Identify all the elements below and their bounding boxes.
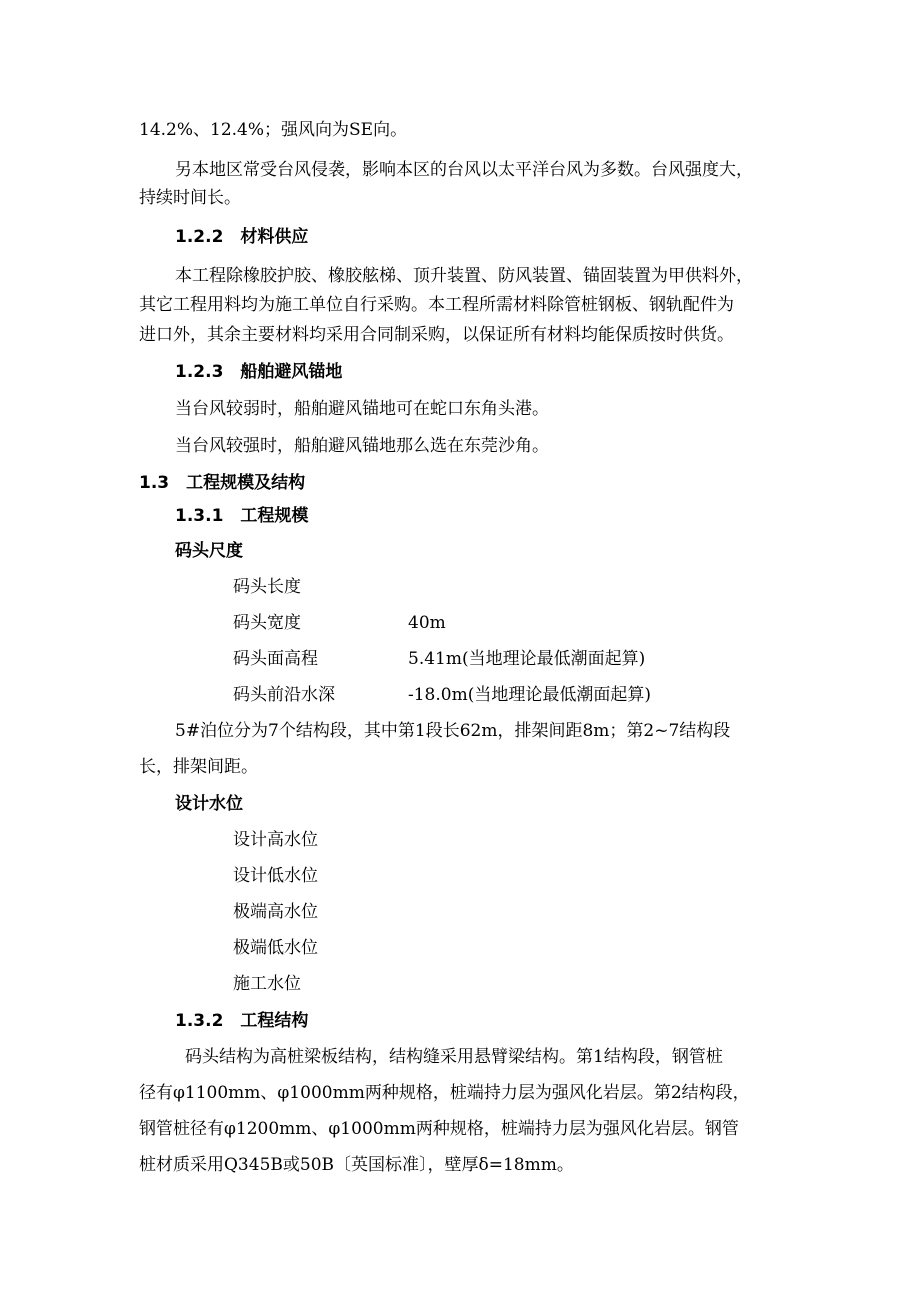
section-heading-1-2-2: 1.2.2 材料供应	[175, 227, 309, 247]
subheading-design-water-level: 设计水位	[175, 794, 243, 814]
section-heading-1-3-1: 1.3.1 工程规模	[175, 506, 309, 526]
paragraph-line: 长，排架间距。	[139, 757, 258, 777]
dock-dim-value: -18.0m(当地理论最低潮面起算)	[408, 685, 651, 705]
dock-dim-value: 40m	[408, 613, 446, 633]
paragraph-line: 14.2%、12.4%；强风向为SE向。	[139, 120, 408, 140]
dock-dim-label: 码头面高程	[233, 649, 318, 669]
paragraph-line: 本工程除橡胶护胶、橡胶舷梯、顶升装置、防风装置、锚固装置为甲供料外，	[175, 266, 753, 286]
paragraph-line: 码头结构为高桩梁板结构，结构缝采用悬臂梁结构。第1结构段，钢管桩	[185, 1047, 723, 1067]
paragraph-line: 钢管桩径有φ1200mm、φ1000mm两种规格，桩端持力层为强风化岩层。钢管	[139, 1119, 739, 1139]
paragraph-line: 当台风较强时，船舶避风锚地那么选在东莞沙角。	[175, 436, 549, 456]
paragraph-line: 径有φ1100mm、φ1000mm两种规格，桩端持力层为强风化岩层。第2结构段，	[139, 1083, 750, 1103]
dock-dim-value: 5.41m(当地理论最低潮面起算)	[408, 649, 646, 669]
water-level-item: 施工水位	[233, 974, 301, 994]
paragraph-line: 进口外，其余主要材料均采用合同制采购，以保证所有材料均能保质按时供货。	[139, 325, 734, 345]
paragraph-line: 桩材质采用Q345B或50B〔英国标准〕，壁厚δ=18mm。	[139, 1155, 574, 1175]
dock-dim-label: 码头长度	[233, 577, 301, 597]
water-level-item: 设计低水位	[233, 866, 318, 886]
paragraph-line: 其它工程用料均为施工单位自行采购。本工程所需材料除管桩钢板、钢轨配件为	[139, 295, 734, 315]
section-heading-1-2-3: 1.2.3 船舶避风锚地	[175, 362, 343, 382]
section-heading-1-3: 1.3 工程规模及结构	[139, 473, 306, 493]
paragraph-line: 持续时间长。	[139, 188, 241, 208]
dock-dim-label: 码头前沿水深	[233, 685, 335, 705]
water-level-item: 设计高水位	[233, 830, 318, 850]
water-level-item: 极端低水位	[233, 938, 318, 958]
section-heading-1-3-2: 1.3.2 工程结构	[175, 1011, 309, 1031]
paragraph-line: 当台风较弱时，船舶避风锚地可在蛇口东角头港。	[175, 399, 549, 419]
subheading-dock-dimensions: 码头尺度	[175, 541, 243, 561]
paragraph-line: 5#泊位分为7个结构段，其中第1段长62m，排架间距8m；第2~7结构段	[175, 721, 731, 741]
paragraph-line: 另本地区常受台风侵袭，影响本区的台风以太平洋台风为多数。台风强度大，	[175, 160, 753, 180]
water-level-item: 极端高水位	[233, 902, 318, 922]
dock-dim-label: 码头宽度	[233, 613, 301, 633]
